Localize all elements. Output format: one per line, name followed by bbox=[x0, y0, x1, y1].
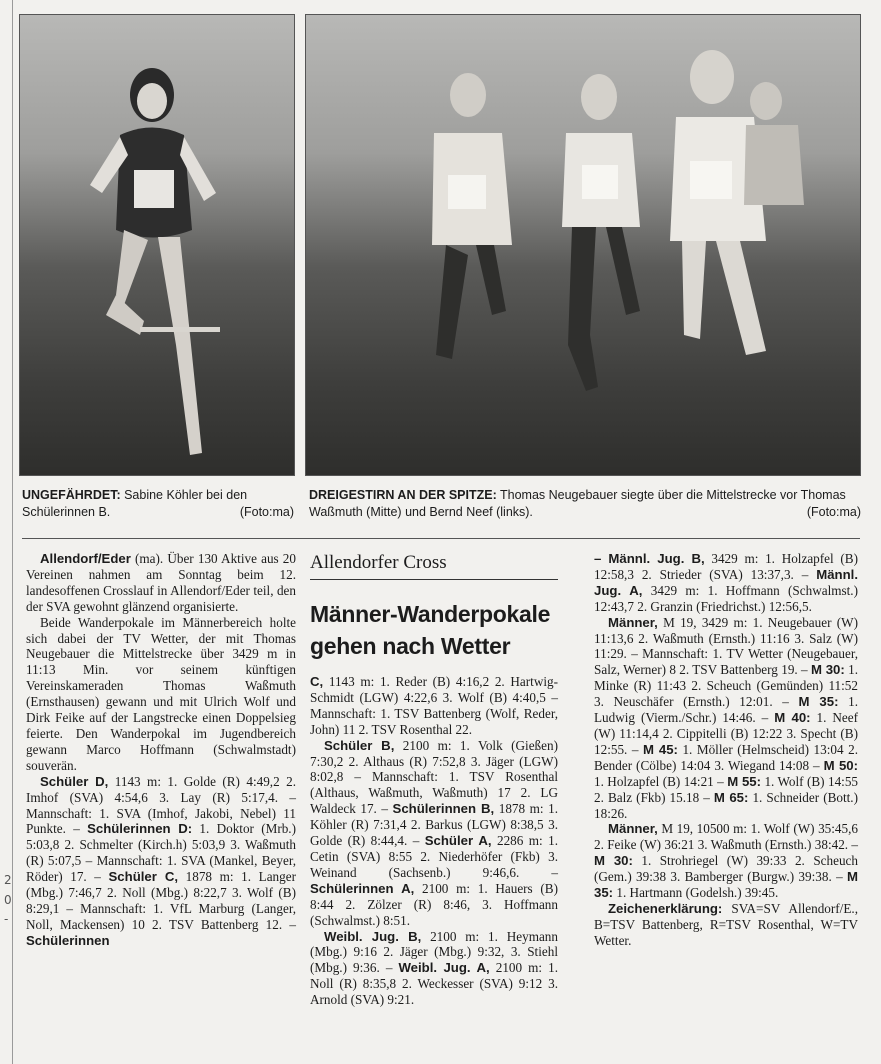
photo-runner-sabine-koehler bbox=[19, 14, 295, 476]
category-label: Schülerinnen D: bbox=[87, 821, 193, 837]
results-text: 1878 m: 1. Köhler (R) 7:31,4 2. Barkus (LGW) 8:38,5 3. Golde (R) 8:44,4. – bbox=[310, 801, 558, 849]
category-label: C, bbox=[310, 674, 324, 689]
results-text: 1. Möller (Helmscheid) 13:04 2. Bender (Cölbe) 14:04 3. Wiegand 14:08 – bbox=[594, 741, 859, 773]
results-text: 1143 m: 1. Reder (B) 4:16,2 2. Hartwig-Schmidt (LGW) 4:22,6 3. Wolf (B) 4:40,5 – Mannschaft: 1. TSV Battenberg (Wolf, Reder, John) 11 2. TSV Rosenthal 22. bbox=[310, 674, 558, 737]
category-label: Schüler C, bbox=[108, 869, 179, 885]
results-paragraph bbox=[310, 738, 558, 929]
page-edge-rule bbox=[12, 0, 13, 1064]
category-label: Männer, bbox=[608, 821, 658, 837]
article-column-1 bbox=[26, 551, 296, 949]
margin-mark: 0 bbox=[4, 893, 12, 907]
results-text: 2286 m: 1. Cetin (SVA) 8:55 2. Niederhöfer (Fkb) 3. Weinand (Sachsenb.) 9:46,6. – bbox=[310, 833, 559, 880]
photo-three-leading-runners bbox=[305, 14, 861, 476]
article-headline: Männer-Wanderpokale gehen nach Wetter bbox=[310, 601, 551, 659]
category-label: M 35: bbox=[594, 869, 858, 901]
legend-paragraph bbox=[594, 901, 858, 949]
category-label: M 40: bbox=[774, 710, 811, 726]
results-paragraph bbox=[594, 615, 858, 822]
results-text: 1. Hartmann (Godelsh.) 39:45. bbox=[613, 885, 779, 901]
category-label: – Männl. Jug. B, bbox=[594, 551, 705, 566]
category-label: Schüler B, bbox=[324, 737, 395, 753]
results-paragraph bbox=[594, 551, 858, 615]
lead-text: (ma). Über 130 Aktive aus 20 Vereinen nahmen am Sonntag beim 12. landesoffenen Crosslauf in Allendorf/Eder teil, den der SVA gewohnt glänzend organisierte. bbox=[26, 551, 296, 614]
category-label: M 55: bbox=[727, 773, 762, 789]
caption-headline: UNGEFÄHRDET: bbox=[22, 488, 121, 502]
caption-text: Thomas Neugebauer siegte über die Mittelstrecke vor Thomas Waßmuth (Mitte) und Bernd Neef (links). bbox=[309, 488, 846, 519]
results-paragraph bbox=[310, 674, 558, 738]
legend-label: Zeichenerklärung: bbox=[608, 900, 723, 916]
category-label: M 30: bbox=[811, 662, 845, 678]
dateline: Allendorf/Eder bbox=[40, 551, 131, 566]
results-text: 3429 m: 1. Holzapfel (B) 12:58,3 2. Strieder (SVA) 13:37,3. – bbox=[594, 551, 858, 582]
photo-figure bbox=[20, 15, 294, 475]
results-text: 1. Wolf (B) 14:55 2. Balz (Fkb) 15.18 – bbox=[594, 773, 859, 805]
results-paragraph bbox=[594, 821, 858, 901]
results-text: 1. Strohriegel (W) 39:33 2. Scheuch (Gem.) 39:38 3. Bamberger (Burgw.) 39:38. – bbox=[594, 853, 858, 885]
results-text: 2100 m: 1. Volk (Gießen) 7:30,2 2. Althaus (R) 7:52,8 3. Jäger (LGW) 8:02,8 – Mannschaft: 1. TSV Rosenthal (Althaus, Waßmuth, Waßmuth) 17 2. LG Waldeck 17. – bbox=[310, 737, 558, 817]
category-label: Weibl. Jug. A, bbox=[398, 960, 490, 976]
article-column-3 bbox=[594, 551, 858, 949]
results-paragraph bbox=[26, 774, 296, 949]
category-label: Schüler A, bbox=[424, 833, 492, 849]
results-text: 1. Schneider (Bott.) 18:26. bbox=[594, 789, 858, 821]
photo-figures bbox=[306, 15, 860, 475]
results-text: 1143 m: 1. Golde (R) 4:49,2 2. Imhof (SVA) 4:54,6 3. Lay (R) 5:17,4. – Mannschaft: 1. SVA (Imhof, Jakobi, Nebel) 11 Punkte. – bbox=[26, 773, 296, 837]
results-text: 2100 m: 1. Heymann (Mbg.) 9:16 2. Jäger (Mbg.) 9:32, 3. Stiehl (Mbg.) 9:36. – bbox=[310, 928, 558, 976]
results-text: 2100 m: 1. Hauers (B) 8:44 2. Zölzer (R) 8:46, 3. Hoffmann (Schwalmst.) 8:51. bbox=[310, 880, 558, 928]
category-label: M 65: bbox=[713, 789, 749, 805]
category-label: Männl. Jug. A, bbox=[594, 566, 858, 598]
category-label: Schülerinnen bbox=[26, 932, 110, 948]
results-text: 1. Neef (W) 11:14,4 2. Cippitelli (B) 12:22 3. Specht (B) 12:55. – bbox=[594, 710, 858, 757]
results-text: M 19, 3429 m: 1. Neugebauer (W) 11:13,6 2. Waßmuth (Ernsth.) 11:16 3. Salz (W) 11:29. – Mannschaft: 1. TV Wetter (Neugebauer, Salz, Werner) 8 2. TSV Battenberg 19. – bbox=[594, 614, 858, 678]
category-label: M 45: bbox=[642, 741, 678, 757]
caption-headline: DREIGESTIRN AN DER SPITZE: bbox=[309, 488, 497, 502]
photo-credit: (Foto:ma) bbox=[239, 505, 294, 519]
results-paragraph bbox=[310, 929, 558, 1009]
category-label: Weibl. Jug. B, bbox=[324, 928, 422, 944]
photo-caption-left bbox=[22, 487, 294, 521]
category-label: Schüler D, bbox=[40, 773, 109, 789]
photo-credit: (Foto:ma) bbox=[806, 505, 861, 519]
category-label: M 50: bbox=[823, 757, 858, 773]
results-text: 1. Holzapfel (B) 14:21 – bbox=[594, 773, 724, 789]
photo-caption-right bbox=[309, 487, 861, 521]
caption-text: Sabine Köhler bei den Schülerinnen B. bbox=[22, 488, 248, 519]
category-label: Männer, bbox=[608, 614, 658, 630]
results-text: 1. Minke (R) 11:43 2. Scheuch (Gemünden) 11:52 3. Neuschäfer (Ernsth.) 12:01. – bbox=[594, 662, 858, 710]
margin-mark: - bbox=[4, 912, 9, 926]
article-lead-paragraph bbox=[26, 551, 296, 615]
category-label: M 30: bbox=[594, 853, 633, 869]
results-text: 1878 m: 1. Langer (Mbg.) 7:46,7 2. Noll (Mbg.) 8:22,7 3. Wolf (B) 8:29,1 – Mannschaft: 1. VfL Marburg (Langer, Noll, Mackensen) 10 2. TSV Battenberg 12. – bbox=[26, 869, 296, 932]
article-column-2 bbox=[310, 551, 558, 1008]
category-label: Schülerinnen A, bbox=[310, 880, 415, 896]
results-text: 1. Ludwig (Vierm./Schr.) 14:46. – bbox=[594, 694, 859, 726]
article-kicker: Allendorfer Cross bbox=[310, 551, 558, 580]
results-text: 3429 m: 1. Hoffmann (Schwalmst.) 12:43,7 2. Granzin (Friedrichst.) 12:56,5. bbox=[594, 582, 858, 614]
results-text: 1. Doktor (Mrb.) 5:03,8 2. Schmelter (Kirch.h) 5:03,9 3. Waßmuth (R) 5:07,5 – Mannschaft: 1. SVA (Mankel, Beyer, Röder) 17. – bbox=[26, 821, 296, 885]
legend-text: SVA=SV Allendorf/E., B=TSV Battenberg, R=TSV Rosenthal, W=TV Wetter. bbox=[594, 900, 858, 948]
results-text: 2100 m: 1. Noll (R) 8:35,8 2. Weckesser (SVA) 9:12 3. Arnold (SVA) 9:21. bbox=[310, 960, 558, 1008]
category-label: Schülerinnen B, bbox=[392, 801, 495, 817]
category-label: M 35: bbox=[798, 694, 839, 710]
article-paragraph: Beide Wanderpokale im Männerbereich holte sich dabei der TV Wetter, der mit Thomas Neugebauer die Mittelstrecke über 3429 m in 11:13 Min. vor seinem künftigen Vereinskameraden Thomas Waßmuth (Ernsthausen) gewann und mit Ulrich Wolf und Dirk Feike auf der Langstrecke einen Doppelsieg feierte. Den Wanderpokal im Jugendbereich gewann Marco Hoffmann (Schwalmstadt) souverän. bbox=[26, 614, 296, 773]
section-divider bbox=[22, 538, 860, 539]
margin-mark: 2 bbox=[4, 873, 12, 887]
results-text: M 19, 10500 m: 1. Wolf (W) 35:45,6 2. Feike (W) 36:21 3. Waßmuth (Ernsth.) 38:42. – bbox=[594, 821, 858, 853]
